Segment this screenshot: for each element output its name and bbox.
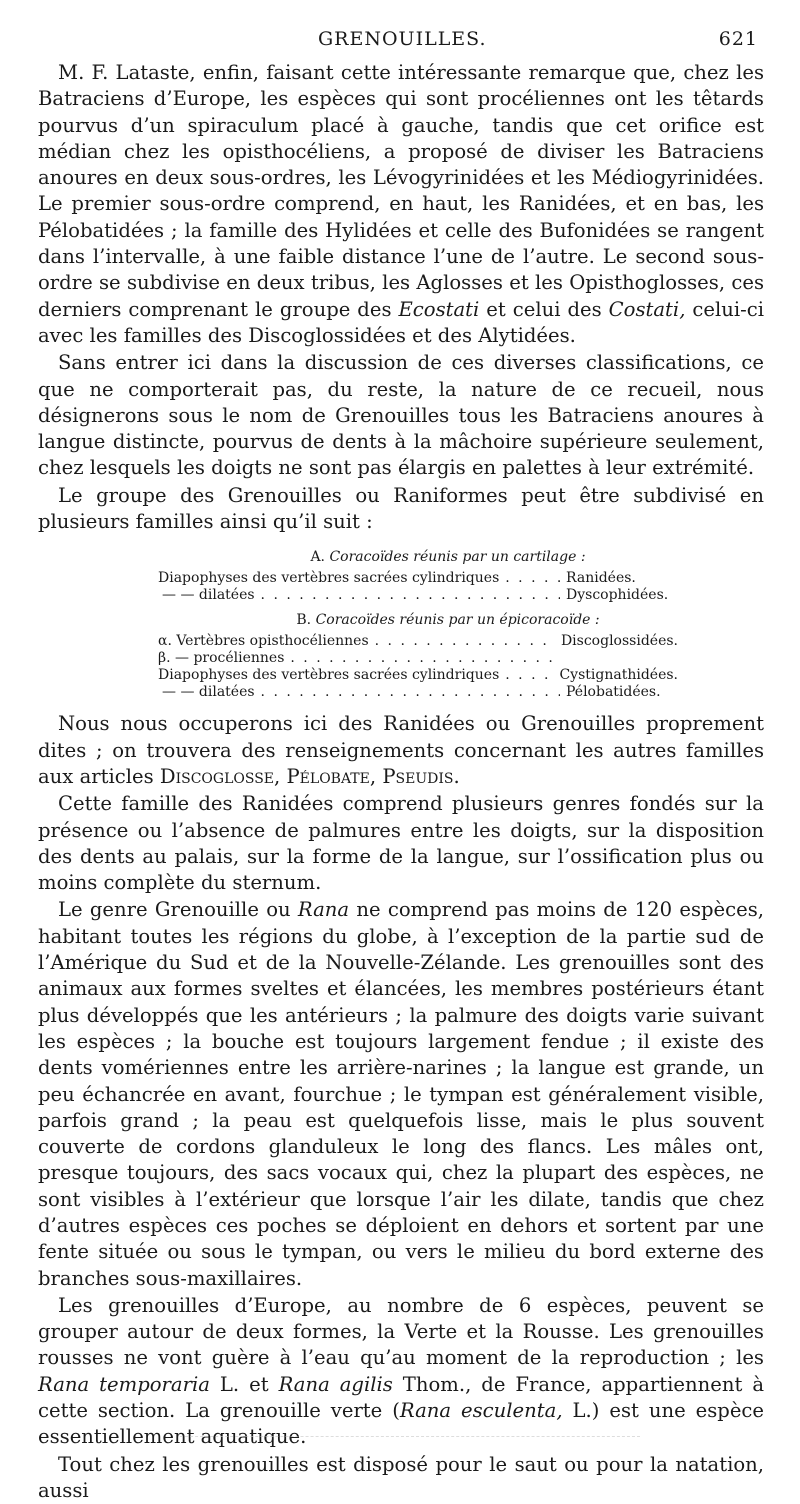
italic-term: Costati, xyxy=(608,297,686,321)
leader-dots xyxy=(261,684,560,701)
text-run: Le genre Grenouille ou xyxy=(58,898,298,922)
paragraph-europe xyxy=(38,1293,764,1451)
text-run: , xyxy=(274,764,287,788)
text-run: M. F. Lataste, enfin, faisant cette intéressante remarque que, chez les Batraciens d’Europe, les espèces qui sont procéliennes ont les têtards pourvus d’un spiraculum placé à gauche, tandis que cet orifice est médian chez les opisthocéliens, a proposé de diviser les Batraciens anoures en deux sous-ordres, les Lévogyrinidées et les Médiogyrinidées. Le premier sous-ordre comprend, en haut, les Ranidées, et en bas, les Pélobatidées ; la famille des Hylidées et celle des Bufonidées se rangent dans l’intervalle, à une faible distance l’une de l’autre. Le second sous-ordre se subdivise en deux tribus, les Aglosses et les Opisthoglosses, ces derniers comprenant le groupe des xyxy=(38,61,764,321)
leader-dots xyxy=(261,587,560,604)
table-row xyxy=(158,633,678,650)
text-run: Thom., de France, appartiennent à cette section. La grenouille verte ( xyxy=(38,1372,764,1423)
section-b-heading xyxy=(218,612,678,629)
text-run: ne comprend pas moins de 120 espèces, habitant toutes les régions du globe, à l’exception de la partie sud de l’Amérique du Sud et de la Nouvelle-Zélande. Les grenouilles sont des animaux aux formes sveltes et élancées, les membres postérieurs étant plus développés que les antérieurs ; la palmure des doigts varie suivant les espèces ; la bouche est toujours largement fendue ; il existe des dents vomériennes entre les arrière-narines ; la langue est grande, un peu échancrée en avant, fourchue ; le tympan est généralement visible, parfois grand ; la peau est quelquefois lisse, mais le plus souvent couverte de cordons glanduleux le long des flancs. Les mâles ont, presque toujours, des sacs vocaux qui, chez la plupart des espèces, ne sont visibles à l’extérieur que lorsque l’air les dilate, tandis que chez d’autres espèces ces poches se déploient en dehors et sortent par une fente située ou sous le tympan, ou vers le milieu du bord externe des branches sous-maxillaires. xyxy=(38,898,764,1290)
text-run: celui-ci avec les familles des Discoglossidées et des Alytidées. xyxy=(38,297,765,347)
row-label: — — dilatées xyxy=(162,684,255,701)
paragraph-lataste xyxy=(38,60,764,349)
table-row xyxy=(158,650,678,667)
paragraph-saut: Tout chez les grenouilles est disposé pour le saut ou pour la natation, aussi xyxy=(38,1452,764,1502)
scan-noise xyxy=(180,1436,640,1439)
row-label: β. — procéliennes xyxy=(158,650,285,667)
paragraph-groupe: Le groupe des Grenouilles ou Raniformes peut être subdivisé en plusieurs familles ainsi qu’il suit : xyxy=(38,483,764,534)
row-family: Ranidées. xyxy=(566,570,636,587)
section-title: Coracoïdes réunis par un épicoracoïde : xyxy=(315,612,600,629)
leader-dots xyxy=(290,650,560,667)
paragraph-famille: Cette famille des Ranidées comprend plusieurs genres fondés sur la présence ou l’absence de palmures entre les doigts, sur la disposition des dents au palais, sur la forme de la langue, sur l’ossification plus ou moins complète du sternum. xyxy=(38,792,764,895)
table-row xyxy=(158,684,678,701)
table-row xyxy=(158,587,678,604)
section-letter: A. xyxy=(310,549,325,566)
text-run: Nous nous occuperons ici des Ranidées ou Grenouilles proprement dites ; on trouvera des renseignements concernant les autres familles aux articles xyxy=(38,712,764,788)
family-key-table xyxy=(158,549,678,701)
row-family: Dyscophidées. xyxy=(566,587,669,604)
table-row xyxy=(158,570,678,587)
row-label: Diapophyses des vertèbres sacrées cylindriques xyxy=(158,570,500,587)
italic-term: Ecostati xyxy=(398,297,480,321)
article-ref: Pélobate xyxy=(286,764,370,788)
italic-term: Rana agilis xyxy=(278,1372,393,1396)
table-row xyxy=(158,667,678,684)
leader-dots xyxy=(505,667,553,684)
text-run: , xyxy=(369,764,383,788)
text-run: et celui des xyxy=(479,297,609,321)
row-label: Diapophyses des vertèbres sacrées cylindriques xyxy=(158,667,500,684)
text-run: L.) est une espèce essentiellement aquatique. xyxy=(38,1399,764,1449)
row-label: α. Vertèbres opisthocéliennes xyxy=(158,633,369,650)
row-family: Pélobatidées. xyxy=(566,684,661,701)
paragraph-classification: Sans entrer ici dans la discussion de ces diverses classifications, ce que ne comporterait pas, du reste, la nature de ce recueil, nous désignerons sous le nom de Grenouilles tous les Batraciens anoures à langue distincte, pourvus de dents à la mâchoire supérieure seulement, chez lesquels les doigts ne sont pas élargis en palettes à leur extrémité. xyxy=(38,351,764,480)
leader-dots xyxy=(505,570,560,587)
running-header xyxy=(60,28,758,54)
italic-term: Rana esculenta, xyxy=(399,1399,563,1423)
section-title: Coracoïdes réunis par un cartilage : xyxy=(329,549,586,566)
leader-dots xyxy=(375,633,555,650)
paragraph-ranidees xyxy=(38,711,764,790)
text-run: Les grenouilles d’Europe, au nombre de 6 espèces, peuvent se grouper autour de deux formes, la Verte et la Rousse. Les grenouilles rousses ne vont guère à l’eau qu’au moment de la reproduction ; les xyxy=(38,1293,764,1370)
article-ref: Pseudis xyxy=(382,764,454,788)
row-family: Cystignathidées. xyxy=(559,667,678,684)
text-run: . xyxy=(453,764,460,788)
text-run: L. et xyxy=(209,1372,279,1396)
italic-term: Rana temporaria xyxy=(38,1372,210,1396)
section-a-heading xyxy=(218,549,678,566)
paragraph-genre-rana xyxy=(38,897,764,1291)
section-letter: B. xyxy=(296,612,312,629)
row-family: Discoglossidées. xyxy=(560,633,678,650)
page-body xyxy=(38,60,764,1504)
italic-term: Rana xyxy=(297,898,350,922)
row-label: — — dilatées xyxy=(162,587,255,604)
article-ref: Discoglosse xyxy=(159,764,275,788)
header-title: GRENOUILLES. xyxy=(318,28,487,50)
page-number: 621 xyxy=(718,28,758,50)
